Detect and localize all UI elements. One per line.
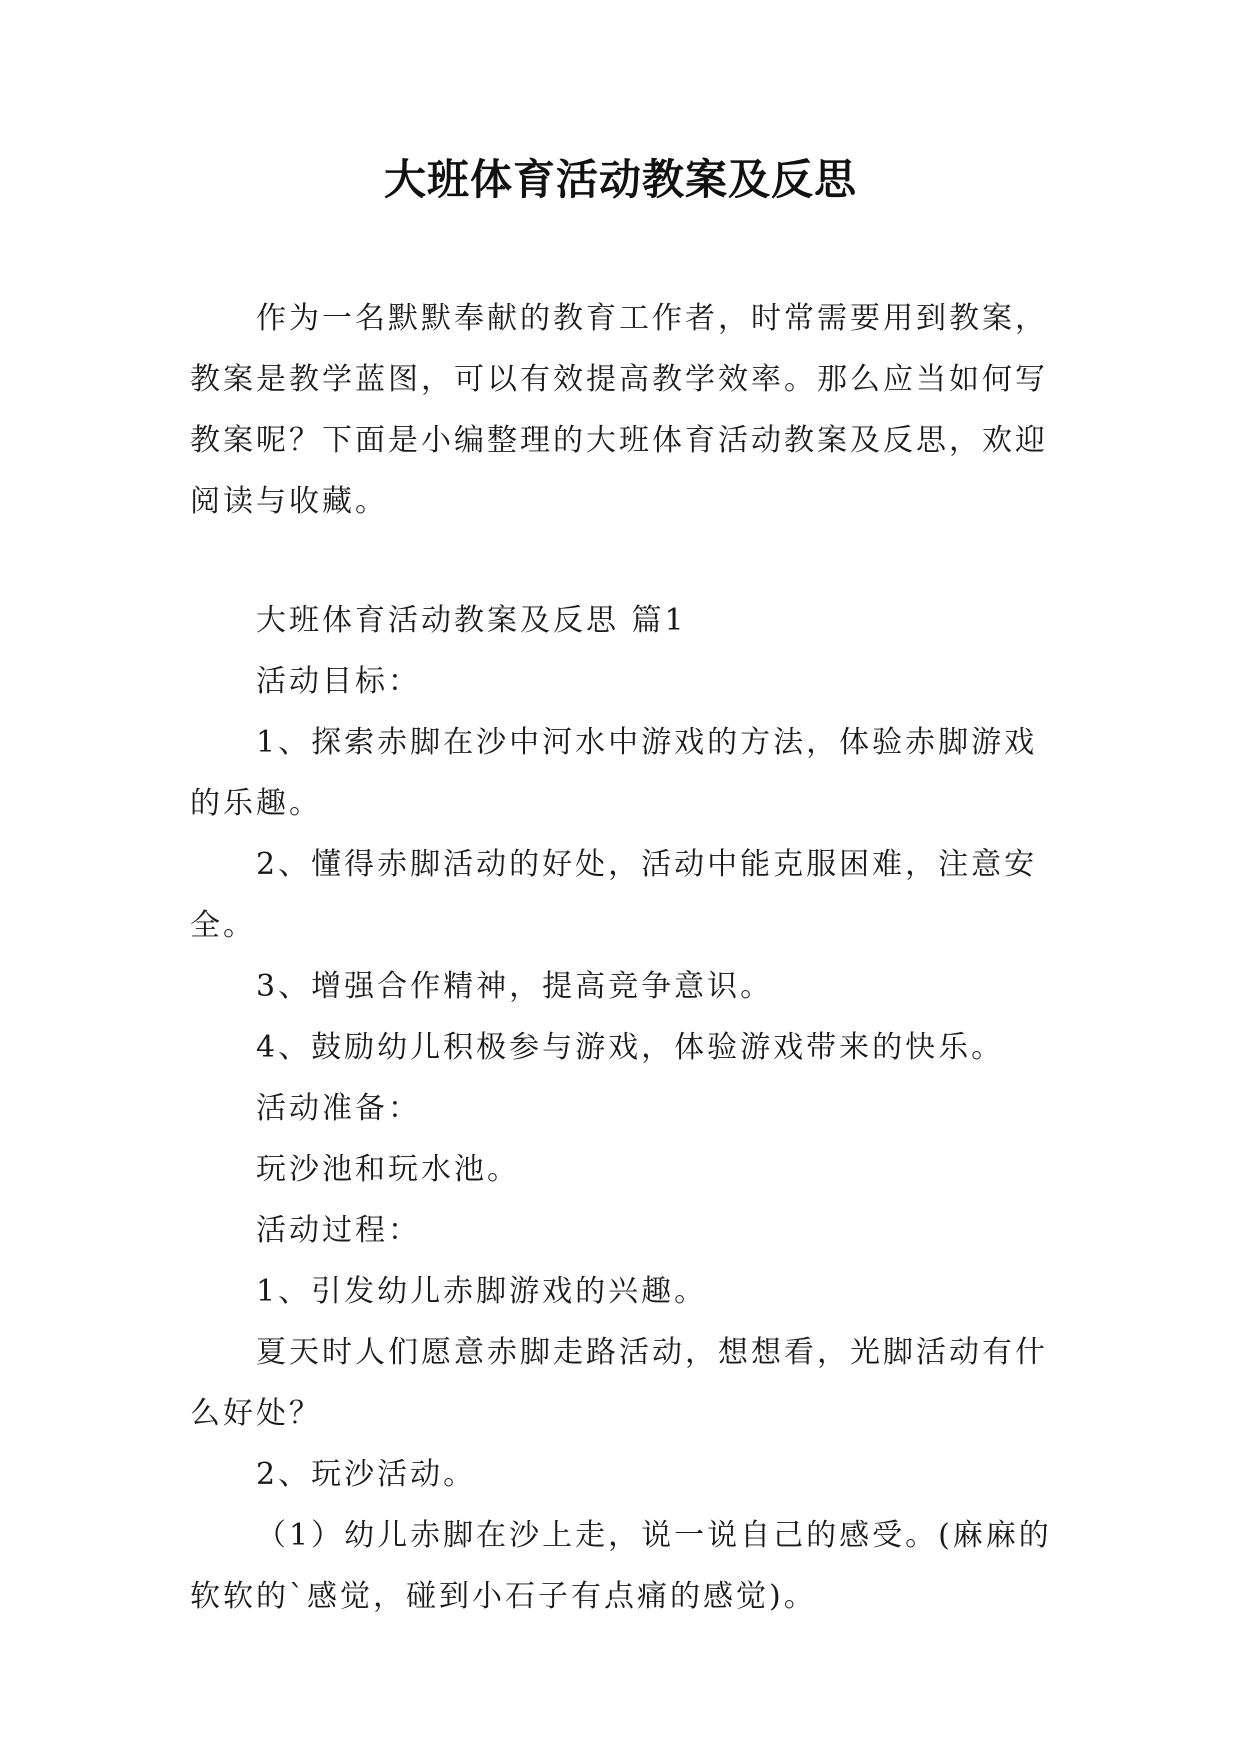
- activity-process-heading: 活动过程：: [256, 1213, 421, 1248]
- process-text: 夏天时人们愿意赤脚走路活动，想想看，光脚活动有什么好处？: [190, 1335, 1048, 1431]
- document-title: 大班体育活动教案及反思: [383, 155, 857, 204]
- process-step: 2、玩沙活动。: [256, 1457, 477, 1492]
- preparation-text: 玩沙池和玩水池。: [256, 1152, 520, 1187]
- activity-goals-heading: 活动目标：: [256, 664, 421, 699]
- activity-preparation-heading: 活动准备：: [256, 1091, 421, 1126]
- goal-item: 3、增强合作精神，提高竞争意识。: [256, 969, 774, 1004]
- section-heading: 大班体育活动教案及反思 篇1: [256, 603, 687, 638]
- intro-paragraph: 作为一名默默奉献的教育工作者，时常需要用到教案，教案是教学蓝图，可以有效提高教学效率。那么应当如何写教案呢？下面是小编整理的大班体育活动教案及反思，欢迎阅读与收藏。: [190, 301, 1048, 519]
- process-step: 1、引发幼儿赤脚游戏的兴趣。: [256, 1274, 708, 1309]
- goal-item: 1、探索赤脚在沙中河水中游戏的方法，体验赤脚游戏的乐趣。: [190, 725, 1038, 821]
- goal-item: 2、懂得赤脚活动的好处，活动中能克服困难，注意安全。: [190, 847, 1038, 943]
- process-text: （1）幼儿赤脚在沙上走，说一说自己的感受。(麻麻的软软的`感觉，碰到小石子有点痛的感觉)。: [190, 1518, 1052, 1614]
- document-body: [190, 288, 1060, 1627]
- goal-item: 4、鼓励幼儿积极参与游戏，体验游戏带来的快乐。: [256, 1030, 1005, 1065]
